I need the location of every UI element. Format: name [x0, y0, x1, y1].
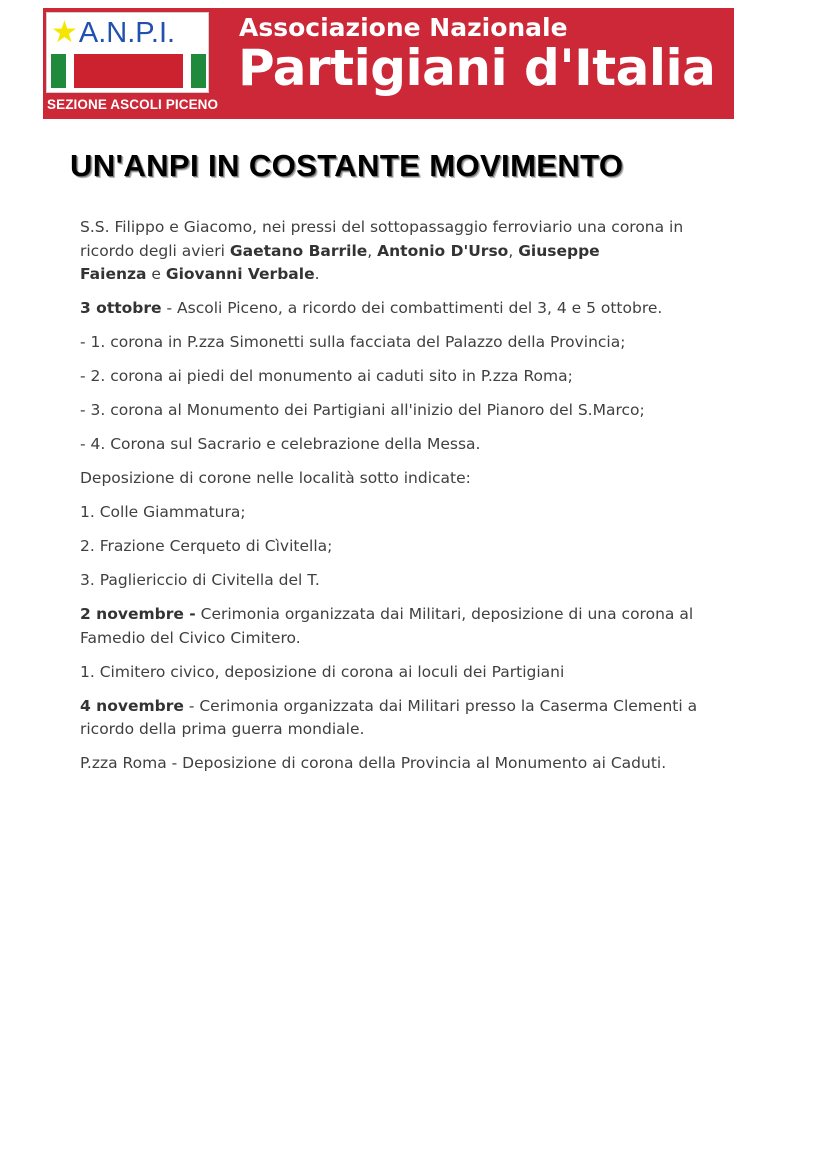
location-item: 2. Frazione Cerqueto di Cìvitella;	[80, 537, 333, 555]
article-body	[80, 216, 730, 786]
italian-flag-icon	[51, 54, 206, 88]
location-item: 3. Pagliericcio di Civitella del T.	[80, 571, 320, 589]
october-text: - Ascoli Piceno, a ricordo dei combattimenti del 3, 4 e 5 ottobre.	[161, 299, 663, 317]
separator: e	[146, 265, 166, 283]
date-3-ottobre: 3 ottobre	[80, 299, 162, 317]
name-faienza-last: Faienza	[80, 265, 147, 283]
header-banner	[43, 8, 734, 119]
intro-text: S.S. Filippo e Giacomo, nei pressi del sottopassaggio ferroviario una corona in ricordo degli avieri	[80, 218, 684, 260]
section-label: SEZIONE ASCOLI PICENO	[47, 97, 219, 112]
october-item: - 4. Corona sul Sacrario e celebrazione della Messa.	[80, 435, 481, 453]
october-item: - 1. corona in P.zza Simonetti sulla facciata del Palazzo della Provincia;	[80, 333, 626, 351]
header-title-line2: Partigiani d'Italia	[238, 39, 716, 97]
november2-text: Cerimonia organizzata dai Militari, deposizione di una corona al Famedio del Civico Cimitero.	[80, 605, 694, 647]
location-item: 1. Colle Giammatura;	[80, 503, 246, 521]
separator: ,	[367, 241, 378, 260]
separator: ,	[508, 241, 519, 260]
october-paragraph	[80, 297, 730, 321]
final-paragraph: P.zza Roma - Deposizione di corona della Provincia al Monumento ai Caduti.	[80, 754, 667, 772]
october-item: - 2. corona ai piedi del monumento ai caduti sito in P.zza Roma;	[80, 367, 573, 385]
name-barrile: Gaetano Barrile	[229, 241, 368, 260]
october-item: - 3. corona al Monumento dei Partigiani all'inizio del Pianoro del S.Marco;	[80, 401, 645, 419]
deposizione-intro: Deposizione di corone nelle località sotto indicate:	[80, 469, 471, 487]
intro-paragraph	[80, 216, 730, 287]
november2-item: 1. Cimitero civico, deposizione di corona ai loculi dei Partigiani	[80, 662, 565, 681]
period: .	[314, 265, 320, 283]
date-2-novembre: 2 novembre -	[80, 605, 196, 623]
name-verbale: Giovanni Verbale	[165, 265, 315, 283]
header-title-line1: Associazione Nazionale	[239, 13, 568, 42]
november4-text: - Cerimonia organizzata dai Militari presso la Caserma Clementi a ricordo della prima guerra mondiale.	[80, 696, 698, 738]
star-icon: ★	[51, 15, 78, 50]
name-faienza-first: Giuseppe	[518, 241, 600, 260]
november2-paragraph	[80, 603, 730, 650]
anpi-logo	[46, 12, 209, 93]
date-4-novembre: 4 novembre	[80, 696, 184, 715]
name-durso: Antonio D'Urso	[377, 241, 509, 260]
page-title: UN'ANPI IN COSTANTE MOVIMENTO	[70, 148, 624, 183]
logo-text: A.N.P.I.	[78, 17, 176, 49]
november4-paragraph	[80, 695, 730, 742]
